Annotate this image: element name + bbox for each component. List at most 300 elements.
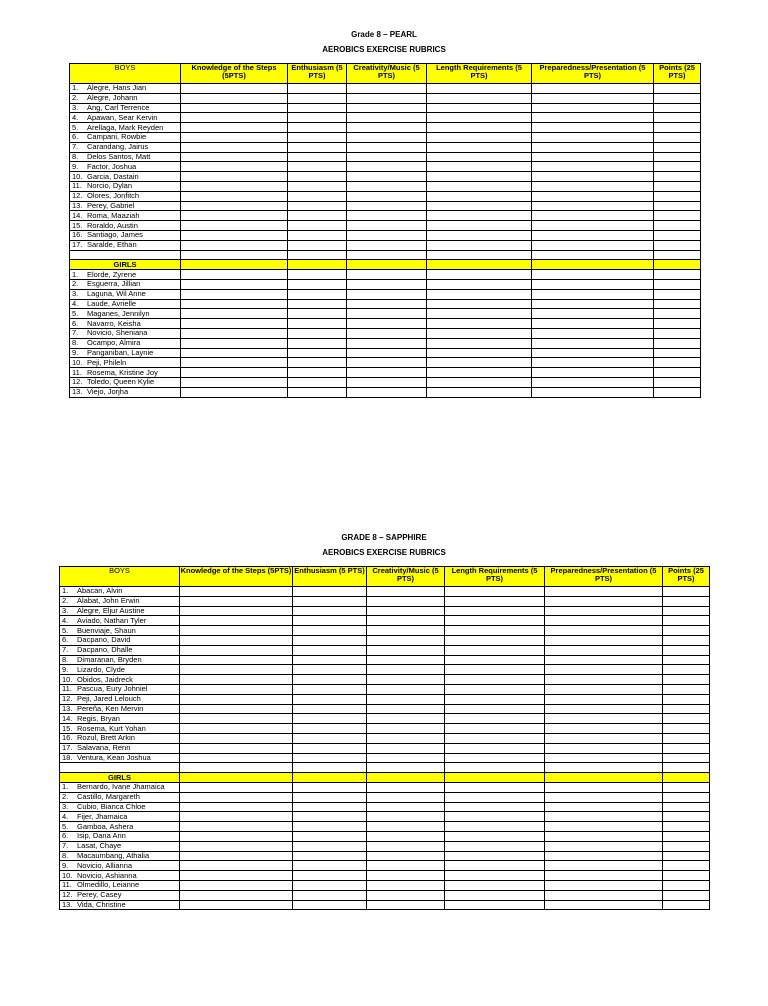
score-enthusiasm-cell[interactable] [288,250,347,260]
score-knowledge-cell[interactable] [181,387,288,397]
score-knowledge-cell[interactable] [180,890,293,900]
score-enthusiasm-cell[interactable] [288,191,347,201]
score-points-cell[interactable] [663,704,710,714]
score-length-cell[interactable] [427,181,532,191]
score-points-cell[interactable] [654,113,701,123]
score-points-cell[interactable] [654,299,701,309]
score-knowledge-cell[interactable] [180,831,293,841]
score-length-cell[interactable] [445,841,545,851]
score-preparedness-cell[interactable] [545,812,663,822]
score-creativity-cell[interactable] [347,221,427,231]
score-creativity-cell[interactable] [367,704,445,714]
score-creativity-cell[interactable] [367,606,445,616]
score-preparedness-cell[interactable] [532,181,654,191]
score-points-cell[interactable] [663,841,710,851]
score-creativity-cell[interactable] [347,309,427,319]
score-enthusiasm-cell[interactable] [288,368,347,378]
score-points-cell[interactable] [654,358,701,368]
score-length-cell[interactable] [445,792,545,802]
score-enthusiasm-cell[interactable] [288,348,347,358]
score-enthusiasm-cell[interactable] [293,890,367,900]
score-length-cell[interactable] [427,132,532,142]
score-preparedness-cell[interactable] [532,338,654,348]
score-enthusiasm-cell[interactable] [293,900,367,910]
score-creativity-cell[interactable] [367,675,445,685]
score-enthusiasm-cell[interactable] [293,871,367,881]
score-points-cell[interactable] [654,132,701,142]
score-points-cell[interactable] [663,645,710,655]
score-points-cell[interactable] [654,250,701,260]
score-knowledge-cell[interactable] [180,841,293,851]
score-creativity-cell[interactable] [347,270,427,280]
score-points-cell[interactable] [654,84,701,94]
score-preparedness-cell[interactable] [532,319,654,329]
score-enthusiasm-cell[interactable] [288,123,347,133]
score-points-cell[interactable] [654,348,701,358]
score-preparedness-cell[interactable] [545,782,663,792]
score-creativity-cell[interactable] [347,279,427,289]
score-creativity-cell[interactable] [347,377,427,387]
score-knowledge-cell[interactable] [180,655,293,665]
score-points-cell[interactable] [654,387,701,397]
score-length-cell[interactable] [427,221,532,231]
score-length-cell[interactable] [445,743,545,753]
score-length-cell[interactable] [427,358,532,368]
score-points-cell[interactable] [654,181,701,191]
score-enthusiasm-cell[interactable] [288,289,347,299]
score-creativity-cell[interactable] [347,387,427,397]
score-creativity-cell[interactable] [347,152,427,162]
score-enthusiasm-cell[interactable] [288,84,347,94]
score-knowledge-cell[interactable] [180,665,293,675]
score-points-cell[interactable] [654,211,701,221]
score-points-cell[interactable] [663,714,710,724]
score-creativity-cell[interactable] [347,162,427,172]
score-length-cell[interactable] [445,645,545,655]
score-points-cell[interactable] [663,861,710,871]
score-enthusiasm-cell[interactable] [288,142,347,152]
score-knowledge-cell[interactable] [181,270,288,280]
score-length-cell[interactable] [445,880,545,890]
score-creativity-cell[interactable] [367,861,445,871]
score-points-cell[interactable] [663,616,710,626]
score-preparedness-cell[interactable] [545,831,663,841]
score-preparedness-cell[interactable] [532,377,654,387]
score-points-cell[interactable] [663,743,710,753]
score-creativity-cell[interactable] [347,172,427,182]
score-knowledge-cell[interactable] [181,211,288,221]
score-points-cell[interactable] [654,93,701,103]
score-knowledge-cell[interactable] [180,802,293,812]
score-points-cell[interactable] [663,587,710,597]
score-knowledge-cell[interactable] [181,93,288,103]
score-knowledge-cell[interactable] [180,635,293,645]
score-knowledge-cell[interactable] [180,763,293,773]
score-preparedness-cell[interactable] [545,675,663,685]
score-enthusiasm-cell[interactable] [293,665,367,675]
score-length-cell[interactable] [427,123,532,133]
score-preparedness-cell[interactable] [545,616,663,626]
score-preparedness-cell[interactable] [532,211,654,221]
score-knowledge-cell[interactable] [180,753,293,763]
score-enthusiasm-cell[interactable] [288,162,347,172]
score-creativity-cell[interactable] [347,93,427,103]
score-creativity-cell[interactable] [347,240,427,250]
score-enthusiasm-cell[interactable] [293,724,367,734]
score-length-cell[interactable] [445,831,545,841]
score-points-cell[interactable] [663,831,710,841]
score-knowledge-cell[interactable] [181,84,288,94]
score-creativity-cell[interactable] [367,782,445,792]
score-creativity-cell[interactable] [367,890,445,900]
score-preparedness-cell[interactable] [532,368,654,378]
score-preparedness-cell[interactable] [545,587,663,597]
score-length-cell[interactable] [445,587,545,597]
score-preparedness-cell[interactable] [545,714,663,724]
score-knowledge-cell[interactable] [181,299,288,309]
score-points-cell[interactable] [663,900,710,910]
score-creativity-cell[interactable] [367,733,445,743]
score-knowledge-cell[interactable] [181,221,288,231]
score-preparedness-cell[interactable] [532,191,654,201]
score-preparedness-cell[interactable] [532,221,654,231]
score-points-cell[interactable] [654,103,701,113]
score-points-cell[interactable] [654,240,701,250]
score-points-cell[interactable] [663,851,710,861]
score-creativity-cell[interactable] [367,753,445,763]
score-knowledge-cell[interactable] [180,792,293,802]
score-knowledge-cell[interactable] [180,626,293,636]
score-enthusiasm-cell[interactable] [293,616,367,626]
score-preparedness-cell[interactable] [532,152,654,162]
score-creativity-cell[interactable] [367,645,445,655]
score-knowledge-cell[interactable] [181,172,288,182]
score-length-cell[interactable] [445,822,545,832]
score-length-cell[interactable] [427,172,532,182]
score-enthusiasm-cell[interactable] [293,792,367,802]
score-knowledge-cell[interactable] [181,230,288,240]
score-length-cell[interactable] [427,162,532,172]
score-points-cell[interactable] [663,792,710,802]
score-preparedness-cell[interactable] [532,299,654,309]
score-preparedness-cell[interactable] [532,142,654,152]
score-creativity-cell[interactable] [347,211,427,221]
score-enthusiasm-cell[interactable] [288,387,347,397]
score-enthusiasm-cell[interactable] [293,596,367,606]
score-creativity-cell[interactable] [367,792,445,802]
score-creativity-cell[interactable] [347,368,427,378]
score-preparedness-cell[interactable] [532,250,654,260]
score-knowledge-cell[interactable] [180,704,293,714]
score-knowledge-cell[interactable] [181,348,288,358]
score-creativity-cell[interactable] [367,655,445,665]
score-length-cell[interactable] [445,802,545,812]
score-length-cell[interactable] [445,763,545,773]
score-enthusiasm-cell[interactable] [288,201,347,211]
score-creativity-cell[interactable] [347,250,427,260]
score-creativity-cell[interactable] [367,831,445,841]
score-preparedness-cell[interactable] [532,309,654,319]
score-creativity-cell[interactable] [347,289,427,299]
score-points-cell[interactable] [654,328,701,338]
score-creativity-cell[interactable] [367,900,445,910]
score-creativity-cell[interactable] [367,851,445,861]
score-points-cell[interactable] [654,191,701,201]
score-enthusiasm-cell[interactable] [293,782,367,792]
score-preparedness-cell[interactable] [545,763,663,773]
score-creativity-cell[interactable] [347,123,427,133]
score-creativity-cell[interactable] [367,871,445,881]
score-length-cell[interactable] [427,348,532,358]
score-length-cell[interactable] [427,93,532,103]
score-points-cell[interactable] [663,753,710,763]
score-knowledge-cell[interactable] [180,861,293,871]
score-points-cell[interactable] [654,279,701,289]
score-creativity-cell[interactable] [367,626,445,636]
score-creativity-cell[interactable] [347,358,427,368]
score-knowledge-cell[interactable] [181,113,288,123]
score-enthusiasm-cell[interactable] [293,851,367,861]
score-enthusiasm-cell[interactable] [288,377,347,387]
score-knowledge-cell[interactable] [180,596,293,606]
score-points-cell[interactable] [654,338,701,348]
score-length-cell[interactable] [445,714,545,724]
score-knowledge-cell[interactable] [181,377,288,387]
score-preparedness-cell[interactable] [545,753,663,763]
score-preparedness-cell[interactable] [545,645,663,655]
score-preparedness-cell[interactable] [545,841,663,851]
score-creativity-cell[interactable] [367,714,445,724]
score-knowledge-cell[interactable] [180,684,293,694]
score-length-cell[interactable] [445,851,545,861]
score-knowledge-cell[interactable] [180,714,293,724]
score-preparedness-cell[interactable] [532,270,654,280]
score-enthusiasm-cell[interactable] [293,704,367,714]
score-knowledge-cell[interactable] [181,358,288,368]
score-length-cell[interactable] [445,782,545,792]
score-points-cell[interactable] [654,377,701,387]
score-enthusiasm-cell[interactable] [288,221,347,231]
score-creativity-cell[interactable] [347,191,427,201]
score-knowledge-cell[interactable] [180,880,293,890]
score-creativity-cell[interactable] [347,84,427,94]
score-knowledge-cell[interactable] [181,279,288,289]
score-creativity-cell[interactable] [347,338,427,348]
score-knowledge-cell[interactable] [181,368,288,378]
score-length-cell[interactable] [427,201,532,211]
score-length-cell[interactable] [427,328,532,338]
score-knowledge-cell[interactable] [180,675,293,685]
score-length-cell[interactable] [445,753,545,763]
score-knowledge-cell[interactable] [180,587,293,597]
score-creativity-cell[interactable] [367,743,445,753]
score-length-cell[interactable] [445,675,545,685]
score-points-cell[interactable] [663,822,710,832]
score-preparedness-cell[interactable] [545,733,663,743]
score-preparedness-cell[interactable] [545,871,663,881]
score-knowledge-cell[interactable] [181,132,288,142]
score-enthusiasm-cell[interactable] [288,132,347,142]
score-length-cell[interactable] [427,191,532,201]
score-length-cell[interactable] [445,635,545,645]
score-enthusiasm-cell[interactable] [293,880,367,890]
score-preparedness-cell[interactable] [545,890,663,900]
score-knowledge-cell[interactable] [180,812,293,822]
score-points-cell[interactable] [663,665,710,675]
score-length-cell[interactable] [427,103,532,113]
score-length-cell[interactable] [445,812,545,822]
score-knowledge-cell[interactable] [181,162,288,172]
score-length-cell[interactable] [427,338,532,348]
score-knowledge-cell[interactable] [181,319,288,329]
score-enthusiasm-cell[interactable] [293,812,367,822]
score-enthusiasm-cell[interactable] [288,211,347,221]
score-creativity-cell[interactable] [347,132,427,142]
score-preparedness-cell[interactable] [545,724,663,734]
score-points-cell[interactable] [663,626,710,636]
score-length-cell[interactable] [427,142,532,152]
score-points-cell[interactable] [663,635,710,645]
score-points-cell[interactable] [663,733,710,743]
score-points-cell[interactable] [663,724,710,734]
score-knowledge-cell[interactable] [181,338,288,348]
score-length-cell[interactable] [445,626,545,636]
score-preparedness-cell[interactable] [532,358,654,368]
score-creativity-cell[interactable] [367,802,445,812]
score-preparedness-cell[interactable] [545,704,663,714]
score-length-cell[interactable] [427,211,532,221]
score-preparedness-cell[interactable] [532,162,654,172]
score-enthusiasm-cell[interactable] [288,270,347,280]
score-length-cell[interactable] [445,890,545,900]
score-knowledge-cell[interactable] [180,733,293,743]
score-length-cell[interactable] [427,113,532,123]
score-points-cell[interactable] [654,319,701,329]
score-length-cell[interactable] [427,152,532,162]
score-points-cell[interactable] [654,368,701,378]
score-length-cell[interactable] [445,665,545,675]
score-preparedness-cell[interactable] [545,665,663,675]
score-points-cell[interactable] [663,684,710,694]
score-creativity-cell[interactable] [367,665,445,675]
score-preparedness-cell[interactable] [545,861,663,871]
score-knowledge-cell[interactable] [181,103,288,113]
score-enthusiasm-cell[interactable] [293,675,367,685]
score-preparedness-cell[interactable] [532,348,654,358]
score-knowledge-cell[interactable] [180,851,293,861]
score-knowledge-cell[interactable] [180,694,293,704]
score-length-cell[interactable] [445,596,545,606]
score-preparedness-cell[interactable] [532,84,654,94]
score-creativity-cell[interactable] [367,694,445,704]
score-enthusiasm-cell[interactable] [288,309,347,319]
score-enthusiasm-cell[interactable] [293,714,367,724]
score-knowledge-cell[interactable] [181,250,288,260]
score-length-cell[interactable] [427,387,532,397]
score-length-cell[interactable] [445,606,545,616]
score-points-cell[interactable] [654,289,701,299]
score-knowledge-cell[interactable] [180,782,293,792]
score-length-cell[interactable] [445,704,545,714]
score-preparedness-cell[interactable] [545,635,663,645]
score-points-cell[interactable] [663,596,710,606]
score-enthusiasm-cell[interactable] [288,230,347,240]
score-enthusiasm-cell[interactable] [293,587,367,597]
score-enthusiasm-cell[interactable] [288,181,347,191]
score-length-cell[interactable] [427,279,532,289]
score-preparedness-cell[interactable] [532,279,654,289]
score-preparedness-cell[interactable] [532,123,654,133]
score-enthusiasm-cell[interactable] [293,861,367,871]
score-knowledge-cell[interactable] [181,152,288,162]
score-knowledge-cell[interactable] [180,822,293,832]
score-creativity-cell[interactable] [347,113,427,123]
score-enthusiasm-cell[interactable] [288,338,347,348]
score-enthusiasm-cell[interactable] [293,694,367,704]
score-knowledge-cell[interactable] [181,181,288,191]
score-enthusiasm-cell[interactable] [293,802,367,812]
score-enthusiasm-cell[interactable] [288,93,347,103]
score-points-cell[interactable] [654,142,701,152]
score-creativity-cell[interactable] [347,299,427,309]
score-length-cell[interactable] [445,616,545,626]
score-points-cell[interactable] [663,802,710,812]
score-enthusiasm-cell[interactable] [288,279,347,289]
score-points-cell[interactable] [654,221,701,231]
score-creativity-cell[interactable] [367,812,445,822]
score-preparedness-cell[interactable] [532,132,654,142]
score-knowledge-cell[interactable] [180,724,293,734]
score-points-cell[interactable] [663,606,710,616]
score-creativity-cell[interactable] [347,181,427,191]
score-preparedness-cell[interactable] [545,792,663,802]
score-creativity-cell[interactable] [367,841,445,851]
score-preparedness-cell[interactable] [545,880,663,890]
score-preparedness-cell[interactable] [532,328,654,338]
score-enthusiasm-cell[interactable] [288,328,347,338]
score-knowledge-cell[interactable] [181,289,288,299]
score-knowledge-cell[interactable] [180,645,293,655]
score-preparedness-cell[interactable] [545,606,663,616]
score-creativity-cell[interactable] [367,880,445,890]
score-preparedness-cell[interactable] [532,201,654,211]
score-preparedness-cell[interactable] [545,851,663,861]
score-length-cell[interactable] [445,684,545,694]
score-knowledge-cell[interactable] [181,201,288,211]
score-preparedness-cell[interactable] [545,684,663,694]
score-points-cell[interactable] [654,270,701,280]
score-preparedness-cell[interactable] [545,596,663,606]
score-preparedness-cell[interactable] [545,822,663,832]
score-enthusiasm-cell[interactable] [288,319,347,329]
score-preparedness-cell[interactable] [545,900,663,910]
score-enthusiasm-cell[interactable] [288,113,347,123]
score-preparedness-cell[interactable] [532,93,654,103]
score-length-cell[interactable] [445,724,545,734]
score-creativity-cell[interactable] [347,348,427,358]
score-enthusiasm-cell[interactable] [293,743,367,753]
score-length-cell[interactable] [445,733,545,743]
score-knowledge-cell[interactable] [180,871,293,881]
score-length-cell[interactable] [427,289,532,299]
score-enthusiasm-cell[interactable] [293,635,367,645]
score-points-cell[interactable] [663,675,710,685]
score-points-cell[interactable] [654,152,701,162]
score-preparedness-cell[interactable] [532,230,654,240]
score-points-cell[interactable] [654,162,701,172]
score-enthusiasm-cell[interactable] [293,684,367,694]
score-preparedness-cell[interactable] [545,655,663,665]
